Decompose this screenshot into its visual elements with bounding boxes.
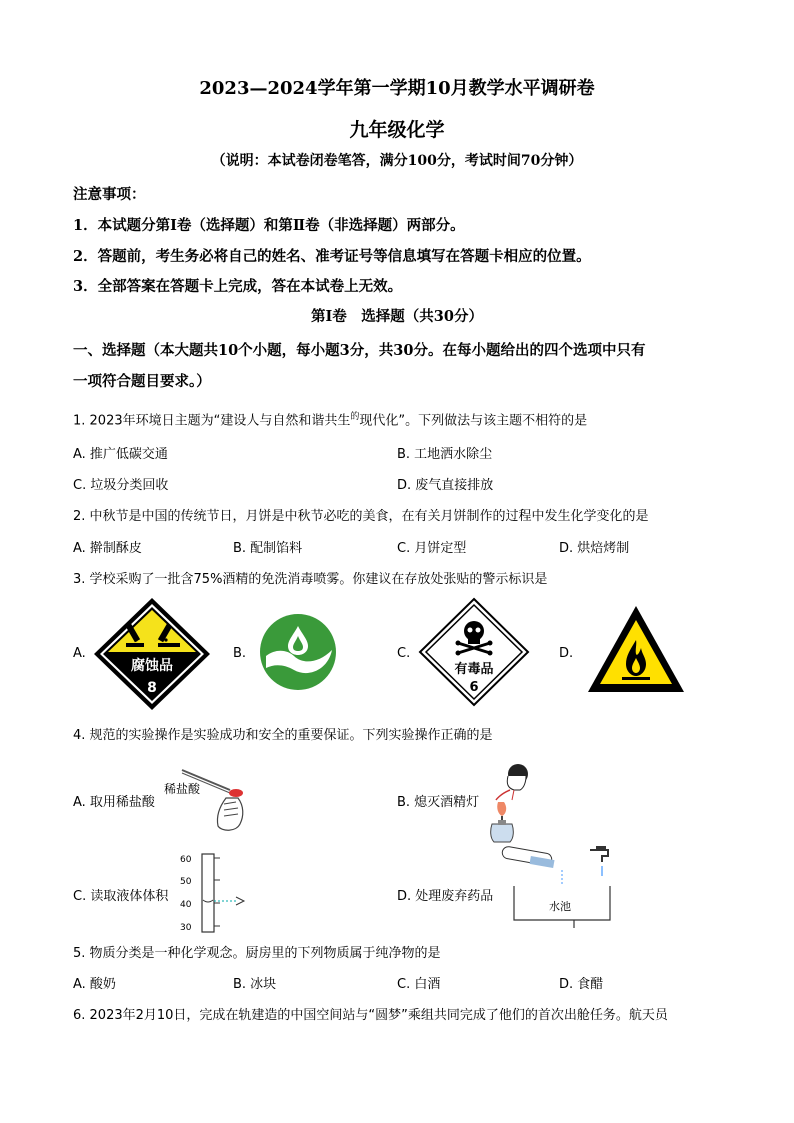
section-title: 第Ⅰ卷 选择题（共30分）: [311, 308, 483, 325]
toxic-sign-label: 有毒品: [454, 662, 494, 677]
q4-option-a: A. 取用稀盐酸: [73, 795, 155, 810]
notice-item: 2．答题前，考生务必将自己的姓名、准考证号等信息填写在答题卡相应的位置。: [73, 248, 591, 265]
q1-option-b: B. 工地洒水除尘: [397, 447, 493, 462]
cylinder-tick: 50: [180, 877, 192, 887]
notice-heading: 注意事项：: [73, 186, 146, 203]
corrosive-sign-label: 腐蚀品: [131, 658, 173, 674]
cylinder-tick: 30: [180, 923, 192, 933]
dropper-hand-illustration: [180, 768, 260, 834]
exam-note: （说明：本试卷闭卷笔答，满分100分，考试时间70分钟）: [211, 153, 583, 169]
question-3-stem: 3. 学校采购了一批含75%酒精的免洗消毒喷雾。你建议在存放处张贴的警示标识是: [73, 572, 548, 587]
question-1-stem: 1. 2023年环境日主题为“建设人与自然和谐共生$^的$现代化”。下列做法与该主题不相符的是: [73, 412, 588, 429]
q3-option-b: B.: [233, 646, 247, 661]
flammable-sign-icon: [586, 604, 686, 694]
sink-label: 水池: [549, 900, 571, 913]
section-instruction: 一、选择题（本大题共10个小题，每小题3分，共30分。在每小题给出的四个选项中只有: [73, 342, 646, 359]
q5-option-d: D. 食醋: [559, 977, 604, 992]
q2-option-a: A. 擀制酥皮: [73, 541, 142, 556]
notice-item: 1．本试题分第Ⅰ卷（选择题）和第Ⅱ卷（非选择题）两部分。: [73, 217, 465, 234]
q4-a-reagent-label: 稀盐酸: [164, 782, 201, 796]
q4-option-b: B. 熄灭酒精灯: [397, 795, 480, 810]
section-instruction-cont: 一项符合题目要求。）: [73, 373, 211, 390]
q1-option-a: A. 推广低碳交通: [73, 447, 168, 462]
q2-option-c: C. 月饼定型: [397, 541, 467, 556]
q1-option-c: C. 垃圾分类回收: [73, 478, 169, 493]
q5-option-a: A. 酸奶: [73, 977, 116, 992]
cylinder-tick: 60: [180, 855, 192, 865]
cylinder-tick: 40: [180, 900, 192, 910]
question-6-stem: 6. 2023年2月10日，完成在轨建造的中国空间站与“圆梦”乘组共同完成了他们的首次出舱任务。航天员: [73, 1008, 668, 1023]
water-saving-sign-icon: [258, 612, 338, 692]
q3-option-c: C.: [397, 646, 411, 661]
question-2-stem: 2. 中秋节是中国的传统节日，月饼是中秋节必吃的美食，在有关月饼制作的过程中发生化学变化的是: [73, 509, 649, 524]
exam-subtitle: 九年级化学: [349, 119, 445, 141]
q5-option-c: C. 白酒: [397, 977, 441, 992]
question-1-stem-sup: 的: [350, 412, 360, 422]
notice-item: 3．全部答案在答题卡上完成，答在本试卷上无效。: [73, 278, 403, 295]
toxic-sign-number: 6: [469, 680, 479, 695]
sink-illustration: [500, 846, 616, 928]
q2-option-d: D. 烘焙烤制: [559, 541, 630, 556]
question-5-stem: 5. 物质分类是一种化学观念。厨房里的下列物质属于纯净物的是: [73, 946, 441, 961]
q4-option-c: C. 读取液体体积: [73, 889, 169, 904]
question-4-stem: 4. 规范的实验操作是实验成功和安全的重要保证。下列实验操作正确的是: [73, 728, 493, 743]
q3-option-a: A.: [73, 646, 86, 661]
graduated-cylinder-illustration: [176, 852, 248, 934]
exam-title: 2023—2024学年第一学期10月教学水平调研卷: [199, 78, 595, 99]
q1-option-d: D. 废气直接排放: [397, 478, 494, 493]
corrosive-sign-icon: [92, 596, 212, 712]
q5-option-b: B. 冰块: [233, 977, 277, 992]
corrosive-sign-number: 8: [147, 680, 157, 696]
toxic-sign-icon: [418, 597, 530, 707]
blow-lamp-illustration: [480, 760, 542, 848]
q2-option-b: B. 配制馅料: [233, 541, 303, 556]
q4-option-d: D. 处理废弃药品: [397, 889, 494, 904]
q3-option-d: D.: [559, 646, 574, 661]
